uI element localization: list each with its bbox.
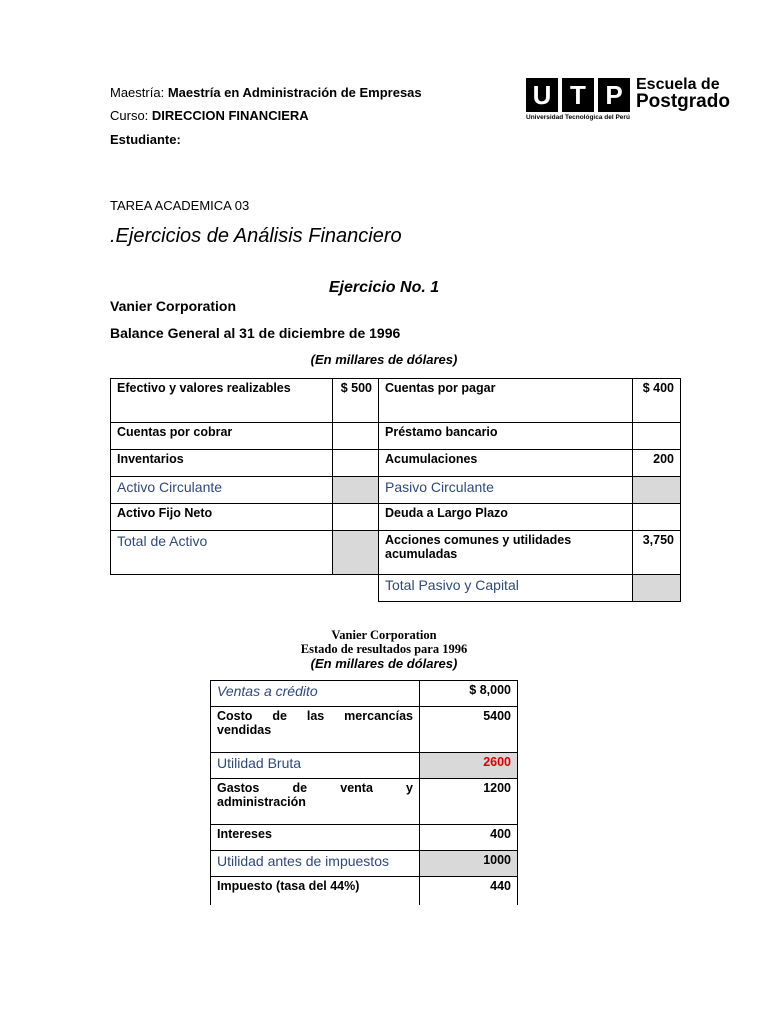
table-row	[111, 504, 681, 531]
maestria-line	[110, 85, 422, 100]
is-label: Ventas a crédito	[211, 681, 420, 707]
income-statement-table	[210, 680, 518, 905]
estudiante-label: Estudiante:	[110, 132, 181, 147]
table-row	[111, 423, 681, 450]
balance-units: (En millares de dólares)	[310, 352, 458, 367]
bs-left-label: Cuentas por cobrar	[111, 423, 333, 450]
is-title: Estado de resultados para 1996	[300, 642, 468, 656]
bs-right-label: Cuentas por pagar	[379, 379, 633, 423]
utp-logo	[526, 78, 736, 124]
logo-letter-u: U	[526, 78, 558, 112]
table-row	[111, 531, 681, 575]
is-company: Vanier Corporation	[331, 628, 437, 642]
is-value: 1000	[420, 851, 518, 877]
company-name: Vanier Corporation	[110, 298, 237, 314]
is-value: 5400	[420, 707, 518, 753]
bs-right-value	[633, 504, 681, 531]
is-units: (En millares de dólares)	[310, 656, 458, 671]
bs-right-label: Deuda a Largo Plazo	[379, 504, 633, 531]
table-row	[211, 681, 518, 707]
table-row	[211, 779, 518, 825]
bs-left-label: Activo Circulante	[111, 477, 333, 504]
table-row	[111, 575, 681, 602]
bs-right-label: Pasivo Circulante	[379, 477, 633, 504]
logo-letter-t: T	[562, 78, 594, 112]
is-label: Impuesto (tasa del 44%)	[211, 877, 420, 905]
logo-line2: Postgrado	[636, 91, 730, 112]
bs-left-value: $ 500	[333, 379, 379, 423]
table-row	[211, 707, 518, 753]
is-label: Costo de las mercancías vendidas	[211, 707, 420, 753]
estudiante-line	[110, 132, 181, 147]
maestria-label: Maestría:	[110, 85, 165, 100]
balance-title: Balance General al 31 de diciembre de 1996	[110, 325, 401, 341]
bs-right-value: 200	[633, 450, 681, 477]
logo-university: Universidad Tecnológica del Perú	[526, 114, 630, 121]
bs-left-value	[333, 575, 379, 602]
bs-left-label: Activo Fijo Neto	[111, 504, 333, 531]
table-row	[211, 825, 518, 851]
balance-sheet-table	[110, 378, 681, 602]
curso-label: Curso:	[110, 108, 149, 123]
bs-left-value	[333, 450, 379, 477]
curso-value: DIRECCION FINANCIERA	[151, 108, 309, 123]
maestria-value: Maestría en Administración de Empresas	[167, 85, 422, 100]
bs-right-value: 3,750	[633, 531, 681, 575]
bs-left-value	[333, 477, 379, 504]
ejercicio-heading: Ejercicio No. 1	[328, 279, 440, 296]
table-row	[211, 851, 518, 877]
tarea-label: TAREA ACADEMICA 03	[110, 198, 250, 213]
bs-right-label: Acciones comunes y utilidades acumuladas	[379, 531, 633, 575]
is-value: 400	[420, 825, 518, 851]
bs-right-value	[633, 477, 681, 504]
bs-left-label: Total de Activo	[111, 531, 333, 575]
logo-letter-p: P	[598, 78, 630, 112]
table-row	[111, 477, 681, 504]
is-label: Intereses	[211, 825, 420, 851]
bs-left-label: Inventarios	[111, 450, 333, 477]
bs-right-label: Acumulaciones	[379, 450, 633, 477]
bs-right-value: $ 400	[633, 379, 681, 423]
table-row	[111, 450, 681, 477]
bs-right-label: Total Pasivo y Capital	[379, 575, 633, 602]
table-row	[111, 379, 681, 423]
bs-left-value	[333, 504, 379, 531]
is-label: Utilidad antes de impuestos	[211, 851, 420, 877]
is-value: 1200	[420, 779, 518, 825]
table-row	[211, 877, 518, 905]
is-value: 440	[420, 877, 518, 905]
is-label: Gastos de venta y administración	[211, 779, 420, 825]
is-value: $ 8,000	[420, 681, 518, 707]
bs-right-value	[633, 423, 681, 450]
bs-left-label: Efectivo y valores realizables	[111, 379, 333, 423]
bs-right-value	[633, 575, 681, 602]
bs-left-value	[333, 531, 379, 575]
bs-right-label: Préstamo bancario	[379, 423, 633, 450]
table-row	[211, 753, 518, 779]
logo-line1: Escuela de	[636, 76, 720, 93]
curso-line	[110, 108, 309, 123]
is-value: 2600	[420, 753, 518, 779]
page-title: .Ejercicios de Análisis Financiero	[110, 225, 402, 247]
is-label: Utilidad Bruta	[211, 753, 420, 779]
bs-left-label	[111, 575, 333, 602]
bs-left-value	[333, 423, 379, 450]
